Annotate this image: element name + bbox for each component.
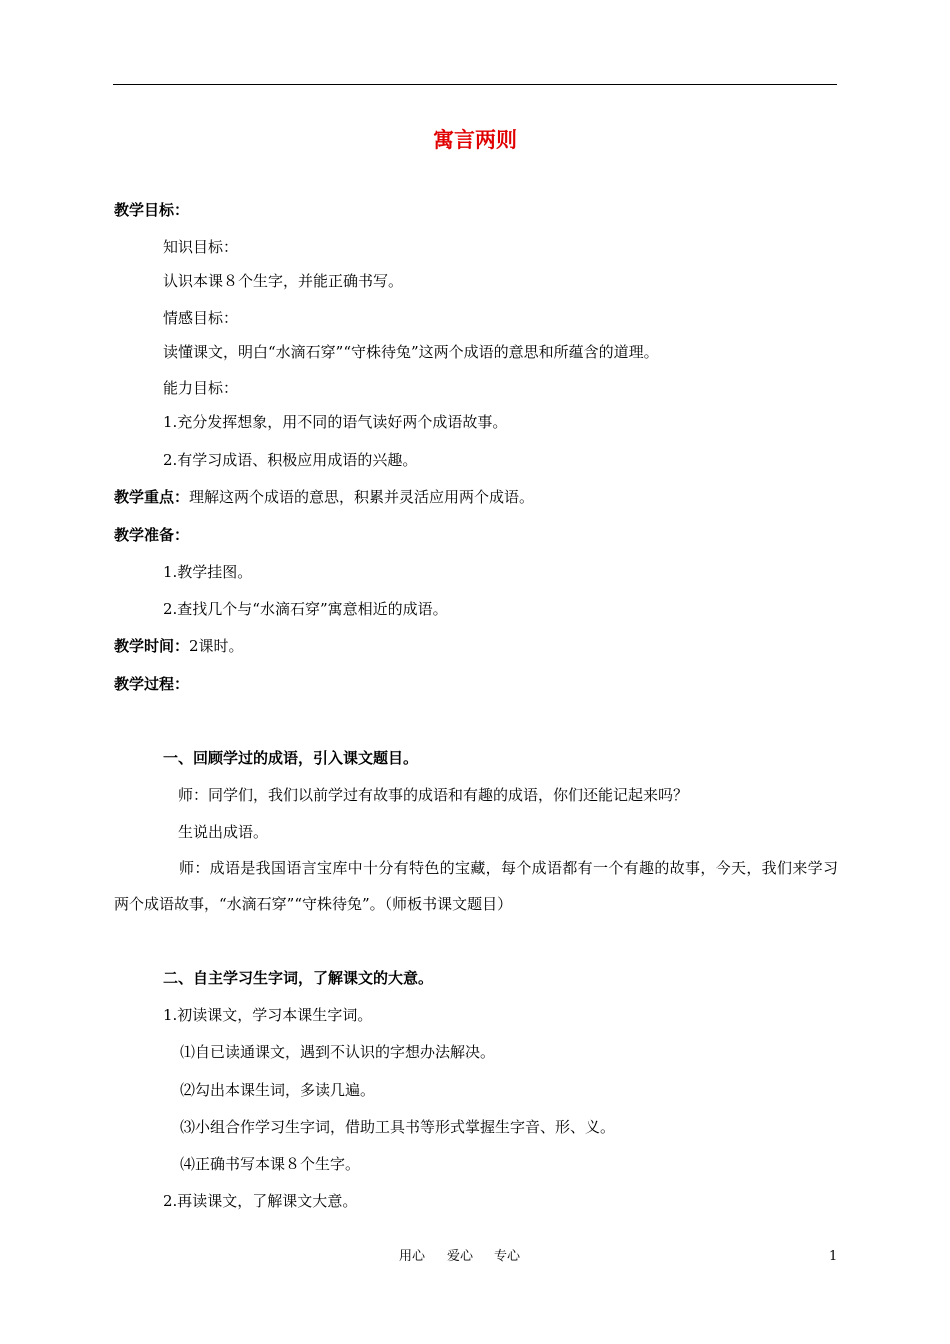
ability-item: 2.有学习成语、积极应用成语的兴趣。 (163, 451, 418, 469)
substep-item: ⑷正确书写本课８个生字。 (180, 1155, 361, 1173)
key-points-label: 教学重点： (114, 488, 190, 506)
preparation-heading: 教学准备： (114, 526, 190, 544)
dialogue-line: 生说出成语。 (178, 823, 269, 841)
teaching-time (114, 636, 244, 656)
footer-motto-2: 爱心 (447, 1249, 474, 1264)
substep-item: ⑵勾出本课生词，多读几遍。 (180, 1081, 376, 1099)
step-item: 2.再读课文，了解课文大意。 (163, 1192, 358, 1210)
section1-heading: 一、回顾学过的成语，引入课文题目。 (163, 749, 419, 767)
knowledge-text: 认识本课８个生字，并能正确书写。 (163, 272, 404, 290)
header-rule (113, 84, 837, 85)
preparation-item: 2.查找几个与“水滴石穿”寓意相近的成语。 (163, 600, 448, 618)
time-label: 教学时间： (114, 637, 190, 655)
key-points (114, 487, 534, 507)
objectives-heading: 教学目标： (114, 201, 190, 219)
ability-item: 1.充分发挥想象，用不同的语气读好两个成语故事。 (163, 413, 508, 431)
time-text: 2课时。 (189, 637, 244, 655)
dialogue-paragraph: 师：成语是我国语言宝库中十分有特色的宝藏，每个成语都有一个有趣的故事，今天，我们来学习两个成语故事，“水滴石穿”“守株待兔”。（师板书课文题目） (114, 859, 838, 913)
footer-motto-1: 用心 (399, 1249, 426, 1264)
emotion-label: 情感目标： (163, 309, 239, 327)
process-heading: 教学过程： (114, 675, 190, 693)
page-number: 1 (829, 1249, 838, 1264)
dialogue-line: 师：同学们，我们以前学过有故事的成语和有趣的成语，你们还能记起来吗？ (178, 786, 689, 804)
key-points-text: 理解这两个成语的意思，积累并灵活应用两个成语。 (189, 488, 535, 506)
page-title: 寓言两则 (433, 128, 517, 152)
ability-label: 能力目标： (163, 379, 239, 397)
step-item: 1.初读课文，学习本课生字词。 (163, 1006, 373, 1024)
substep-item: ⑴自已读通课文，遇到不认识的字想办法解决。 (180, 1043, 496, 1061)
preparation-item: 1.教学挂图。 (163, 563, 253, 581)
emotion-text: 读懂课文，明白“水滴石穿”“守株待兔”这两个成语的意思和所蕴含的道理。 (163, 343, 659, 361)
footer-motto-3: 专心 (494, 1249, 521, 1264)
section2-heading: 二、自主学习生字词，了解课文的大意。 (163, 969, 434, 987)
knowledge-label: 知识目标： (163, 238, 239, 256)
substep-item: ⑶小组合作学习生字词，借助工具书等形式掌握生字音、形、义。 (180, 1118, 616, 1136)
